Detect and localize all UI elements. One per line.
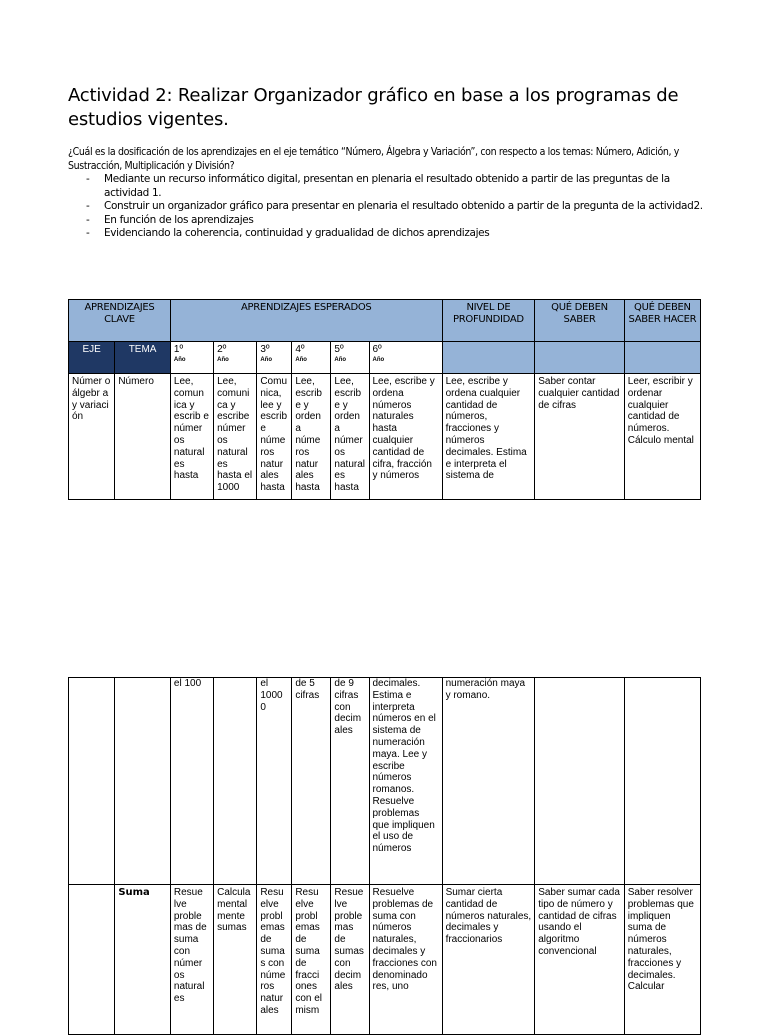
year-3-cell: el 1000 0 xyxy=(257,678,292,885)
eje-cell xyxy=(69,678,115,885)
hacer-cell: Saber resolver problemas que impliquen suma de números naturales, fracciones y decimales. Calcular xyxy=(624,885,700,1035)
list-item: - Mediante un recurso informático digital, presentan en plenaria el resultado obtenido a partir de las preguntas de la actividad 1. xyxy=(86,173,670,199)
year-5-cell: de 9 cifras con decim ales xyxy=(331,678,369,885)
page-title: Actividad 2: Realizar Organizador gráfico en base a los programas de estudios vigentes. xyxy=(68,85,679,130)
year-4-header: 4º Año xyxy=(292,342,331,374)
year-2-header: 2º Año xyxy=(214,342,257,374)
year-3-cell: Comu nica, lee y escrib e núme ros natur ales hasta xyxy=(257,374,292,500)
nivel-cell: Lee, escribe y ordena cualquier cantidad de números, fracciones y números decimales. Estima e interpreta el sistema de xyxy=(442,374,535,500)
tema-cell xyxy=(115,678,171,885)
year-5-header: 5º Año xyxy=(331,342,369,374)
header-saber-hacer: QUÉ DEBEN SABER HACER xyxy=(624,300,700,342)
year-6-cell: Lee, escribe y ordena números naturales hasta cualquier cantidad de cifra, fracción y números xyxy=(369,374,442,500)
year-6-cell: Resuelve problemas de suma con números naturales, decimales y fracciones con denominado res, uno xyxy=(369,885,442,1035)
year-1-cell: Lee, comun ica y escrib e númer os natural es hasta xyxy=(170,374,213,500)
nivel-cell: Sumar cierta cantidad de números naturales, decimales y fraccionarios xyxy=(442,885,535,1035)
header-eje: EJE xyxy=(69,342,115,374)
year-6-cell: decimales. Estima e interpreta números en el sistema de numeración maya. Lee y escribe números romanos. Resuelve problemas que impliquen el uso de números xyxy=(369,678,442,885)
learning-table-continued xyxy=(68,677,701,1035)
year-3-cell: Resu elve probl emas de suma s con núme ros natur ales xyxy=(257,885,292,1035)
year-1-cell: el 100 xyxy=(170,678,213,885)
list-item: - Evidenciando la coherencia, continuidad y gradualidad de dichos aprendizajes xyxy=(86,227,490,239)
header-aprendizajes-esperados: APRENDIZAJES ESPERADOS xyxy=(170,300,442,342)
hacer-cell xyxy=(624,678,700,885)
year-4-cell: de 5 cifras xyxy=(292,678,331,885)
bullet-list xyxy=(86,173,706,241)
nivel-cell: numeración maya y romano. xyxy=(442,678,535,885)
bullet-marker: - xyxy=(86,173,90,185)
year-2-cell: Lee, comuni ca y escribe númer os natural es hasta el 1000 xyxy=(214,374,257,500)
hacer-cell: Leer, escribir y ordenar cualquier cantidad de números. Cálculo mental xyxy=(624,374,700,500)
year-5-cell: Resue lve proble mas de sumas con decim ales xyxy=(331,885,369,1035)
header-nivel: NIVEL DE PROFUNDIDAD xyxy=(442,300,535,342)
header-tema: TEMA xyxy=(115,342,171,374)
year-3-header: 3º Año xyxy=(257,342,292,374)
saber-cell: Saber sumar cada tipo de número y cantidad de cifras usando el algoritmo convencional xyxy=(535,885,625,1035)
tema-cell: Número xyxy=(115,374,171,500)
learning-table-top xyxy=(68,299,701,500)
table-row xyxy=(69,374,701,500)
year-1-cell: Resue lve proble mas de suma con númer os natural es xyxy=(170,885,213,1035)
year-4-cell: Lee, escrib e y orden a núme ros natur ales hasta xyxy=(292,374,331,500)
eje-cell: Númer o álgebr a y variaci ón xyxy=(69,374,115,500)
table-row xyxy=(69,678,701,885)
year-5-cell: Lee, escrib e y orden a númer os natural es hasta xyxy=(331,374,369,500)
year-6-header: 6º Año xyxy=(369,342,442,374)
year-4-cell: Resu elve probl emas de suma de fracci ones con el mism xyxy=(292,885,331,1035)
list-item: - Construir un organizador gráfico para presentar en plenaria el resultado obtenido a partir de la pregunta de la actividad2. xyxy=(86,200,703,212)
intro-question: ¿Cuál es la dosificación de los aprendizajes en el eje temático “Número, Álgebra y Variación”, con respecto a los temas: Número, Adición, y Sustracción, Multiplicación y División? xyxy=(68,146,680,172)
bullet-marker: - xyxy=(86,213,90,226)
blank-header-cell xyxy=(442,342,535,374)
bullet-marker: - xyxy=(86,200,90,212)
saber-cell: Saber contar cualquier cantidad de cifras xyxy=(535,374,625,500)
list-item: - En función de los aprendizajes xyxy=(86,213,254,226)
blank-header-cell xyxy=(624,342,700,374)
header-aprendizajes-clave: APRENDIZAJES CLAVE xyxy=(69,300,171,342)
table-row xyxy=(69,885,701,1035)
year-2-cell: Calcula mental mente sumas xyxy=(214,885,257,1035)
blank-header-cell xyxy=(535,342,625,374)
eje-cell xyxy=(69,885,115,1035)
saber-cell xyxy=(535,678,625,885)
bullet-marker: - xyxy=(86,227,90,239)
tema-cell: Suma xyxy=(115,885,171,1035)
year-1-header: 1º Año xyxy=(170,342,213,374)
header-saber: QUÉ DEBEN SABER xyxy=(535,300,625,342)
year-2-cell xyxy=(214,678,257,885)
